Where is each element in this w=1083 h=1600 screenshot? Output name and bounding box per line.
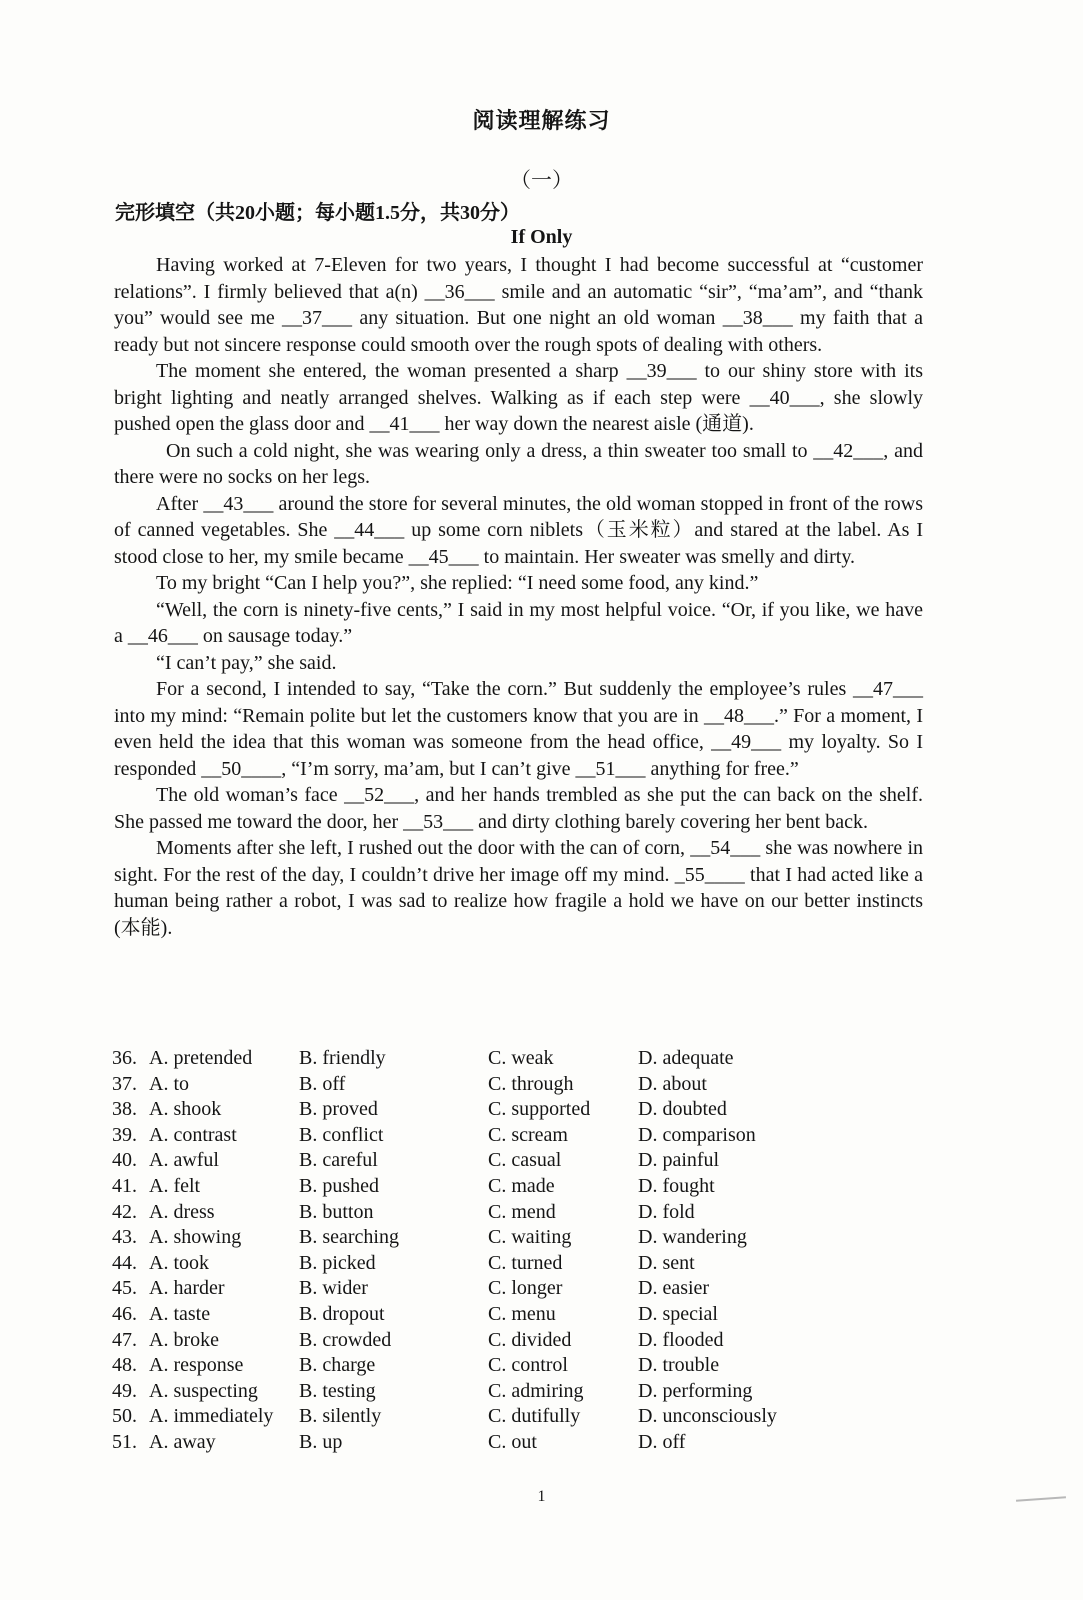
option-c: C. divided	[488, 1328, 572, 1351]
option-c: C. longer	[488, 1277, 563, 1300]
question-row	[112, 1123, 912, 1149]
question-number: 43.	[112, 1226, 137, 1249]
question-number: 42.	[112, 1200, 137, 1223]
option-c: C. dutifully	[488, 1405, 581, 1428]
question-number: 48.	[112, 1354, 137, 1377]
option-d: D. unconsciously	[638, 1405, 777, 1428]
option-a: A. broke	[149, 1328, 219, 1351]
option-a: A. dress	[149, 1200, 215, 1223]
option-a: A. felt	[149, 1174, 201, 1197]
option-b: B. conflict	[299, 1123, 384, 1146]
question-row	[112, 1276, 912, 1302]
question-row	[112, 1200, 912, 1226]
option-a: A. taste	[149, 1302, 211, 1325]
option-c: C. menu	[488, 1302, 556, 1325]
option-c: C. through	[488, 1072, 574, 1095]
answer-options-list	[112, 1046, 912, 1456]
option-a: A. showing	[149, 1226, 242, 1249]
question-number: 41.	[112, 1174, 137, 1197]
option-a: A. contrast	[149, 1123, 237, 1146]
passage-title: If Only	[510, 226, 573, 248]
option-d: D. off	[638, 1430, 686, 1453]
option-a: A. immediately	[149, 1405, 274, 1428]
option-a: A. harder	[149, 1277, 225, 1300]
passage-paragraph: On such a cold night, she was wearing only a dress, a thin sweater too small to __42___, and there were no socks on her legs.	[114, 439, 923, 488]
option-a: A. away	[149, 1430, 216, 1453]
option-c: C. mend	[488, 1200, 556, 1223]
option-d: D. doubted	[638, 1098, 727, 1121]
option-a: A. shook	[149, 1098, 222, 1121]
passage-body	[114, 252, 923, 941]
option-b: B. careful	[299, 1149, 378, 1172]
question-row	[112, 1046, 912, 1072]
question-number: 49.	[112, 1379, 137, 1402]
question-number: 37.	[112, 1072, 137, 1095]
option-b: B. pushed	[299, 1174, 379, 1197]
option-a: A. took	[149, 1251, 209, 1274]
question-number: 44.	[112, 1251, 137, 1274]
question-number: 51.	[112, 1430, 137, 1453]
passage-paragraph: For a second, I intended to say, “Take the corn.” But suddenly the employee’s rules __47___ into my mind: “Remain polite but let the customers know that you are in __48___.” For a moment, I even held the idea that this woman was someone from the head office, __49___ my loyalty. So I responded __50____, “I’m sorry, ma’am, but I can’t give __51___ anything for free.”	[114, 678, 923, 780]
passage-paragraph: “I can’t pay,” she said.	[156, 651, 337, 674]
option-b: B. friendly	[299, 1047, 386, 1069]
question-row	[112, 1174, 912, 1200]
question-row	[112, 1404, 912, 1430]
option-b: B. testing	[299, 1379, 376, 1402]
question-number: 46.	[112, 1302, 137, 1325]
question-number: 36.	[112, 1047, 137, 1069]
question-number: 50.	[112, 1405, 137, 1428]
question-row	[112, 1328, 912, 1354]
option-b: B. button	[299, 1200, 374, 1223]
question-row	[112, 1379, 912, 1405]
option-d: D. fought	[638, 1174, 715, 1197]
part-number: （一）	[510, 168, 573, 192]
option-c: C. waiting	[488, 1226, 572, 1249]
option-b: B. picked	[299, 1251, 376, 1274]
option-a: A. to	[149, 1072, 189, 1095]
option-d: D. flooded	[638, 1328, 724, 1351]
option-c: C. control	[488, 1354, 568, 1377]
option-b: B. dropout	[299, 1302, 385, 1325]
question-row	[112, 1302, 912, 1328]
option-c: C. supported	[488, 1098, 591, 1121]
option-b: B. wider	[299, 1277, 368, 1300]
option-d: D. about	[638, 1072, 707, 1095]
question-number: 40.	[112, 1149, 137, 1172]
passage-paragraph: To my bright “Can I help you?”, she replied: “I need some food, any kind.”	[156, 572, 759, 594]
option-b: B. charge	[299, 1354, 376, 1377]
option-b: B. searching	[299, 1226, 399, 1249]
option-d: D. trouble	[638, 1354, 720, 1377]
passage-paragraph: Moments after she left, I rushed out the door with the can of corn, __54___ she was nowhere in sight. For the rest of the day, I couldn’t drive her image off my mind. _55____ that I had acted like a human being rather a robot, I was sad to realize how fragile a hold we have on our better instincts (本能).	[114, 837, 923, 939]
option-d: D. sent	[638, 1251, 695, 1274]
question-row	[112, 1097, 912, 1123]
option-c: C. out	[488, 1430, 537, 1453]
question-row	[112, 1430, 912, 1456]
question-row	[112, 1225, 912, 1251]
option-c: C. casual	[488, 1149, 562, 1172]
option-d: D. fold	[638, 1200, 695, 1223]
option-d: D. wandering	[638, 1226, 747, 1249]
option-b: B. proved	[299, 1098, 378, 1121]
question-row	[112, 1251, 912, 1277]
option-c: C. made	[488, 1174, 555, 1197]
passage-paragraph: “Well, the corn is ninety-five cents,” I said in my most helpful voice. “Or, if you like, we have a __46___ on sausage today.”	[114, 598, 923, 647]
page-number: 1	[537, 1488, 546, 1505]
option-d: D. easier	[638, 1277, 710, 1300]
question-number: 45.	[112, 1277, 137, 1300]
option-b: B. off	[299, 1072, 346, 1095]
question-number: 39.	[112, 1123, 137, 1146]
passage-paragraph: After __43___ around the store for several minutes, the old woman stopped in front of the rows of canned vegetables. She __44___ up some corn niblets（玉米粒）and stared at the label. As I stood close to her, my smile became __45___ to maintain. Her sweater was smelly and dirty.	[114, 492, 923, 568]
option-d: D. special	[638, 1302, 718, 1325]
option-d: D. painful	[638, 1149, 720, 1172]
question-row	[112, 1353, 912, 1379]
option-b: B. silently	[299, 1405, 382, 1428]
question-number: 38.	[112, 1098, 137, 1121]
passage-paragraph: The old woman’s face __52___, and her hands trembled as she put the can back on the shelf. She passed me toward the door, her __53___ and dirty clothing barely covering her bent back.	[114, 784, 923, 833]
option-a: A. awful	[149, 1149, 219, 1172]
option-d: D. performing	[638, 1379, 753, 1402]
option-b: B. crowded	[299, 1328, 392, 1351]
option-c: C. turned	[488, 1251, 563, 1274]
option-c: C. admiring	[488, 1379, 584, 1402]
option-a: A. suspecting	[149, 1379, 258, 1402]
page-title: 阅读理解练习	[472, 108, 611, 133]
question-row	[112, 1148, 912, 1174]
option-a: A. response	[149, 1354, 244, 1377]
question-row	[112, 1072, 912, 1098]
section-header: 完形填空（共20小题；每小题1.5分，共30分）	[115, 202, 520, 224]
option-c: C. scream	[488, 1123, 568, 1146]
option-a: A. pretended	[149, 1047, 253, 1069]
passage-paragraph: The moment she entered, the woman presented a sharp __39___ to our shiny store with its bright lighting and neatly arranged shelves. Walking as if each step were __40___, she slowly pushed open the glass door and __41___ her way down the nearest aisle (通道).	[114, 360, 923, 435]
option-b: B. up	[299, 1430, 343, 1453]
option-d: D. adequate	[638, 1047, 734, 1069]
passage-paragraph: Having worked at 7-Eleven for two years, I thought I had become successful at “customer relations”. I firmly believed that a(n) __36___ smile and an automatic “sir”, “ma’am”, and “thank you” would see me __37___ any situation. But one night an old woman __38___ my faith that a ready but not sincere response could smooth over the rough spots of dealing with others.	[114, 254, 923, 356]
question-number: 47.	[112, 1328, 137, 1351]
option-d: D. comparison	[638, 1123, 756, 1146]
option-c: C. weak	[488, 1047, 554, 1069]
